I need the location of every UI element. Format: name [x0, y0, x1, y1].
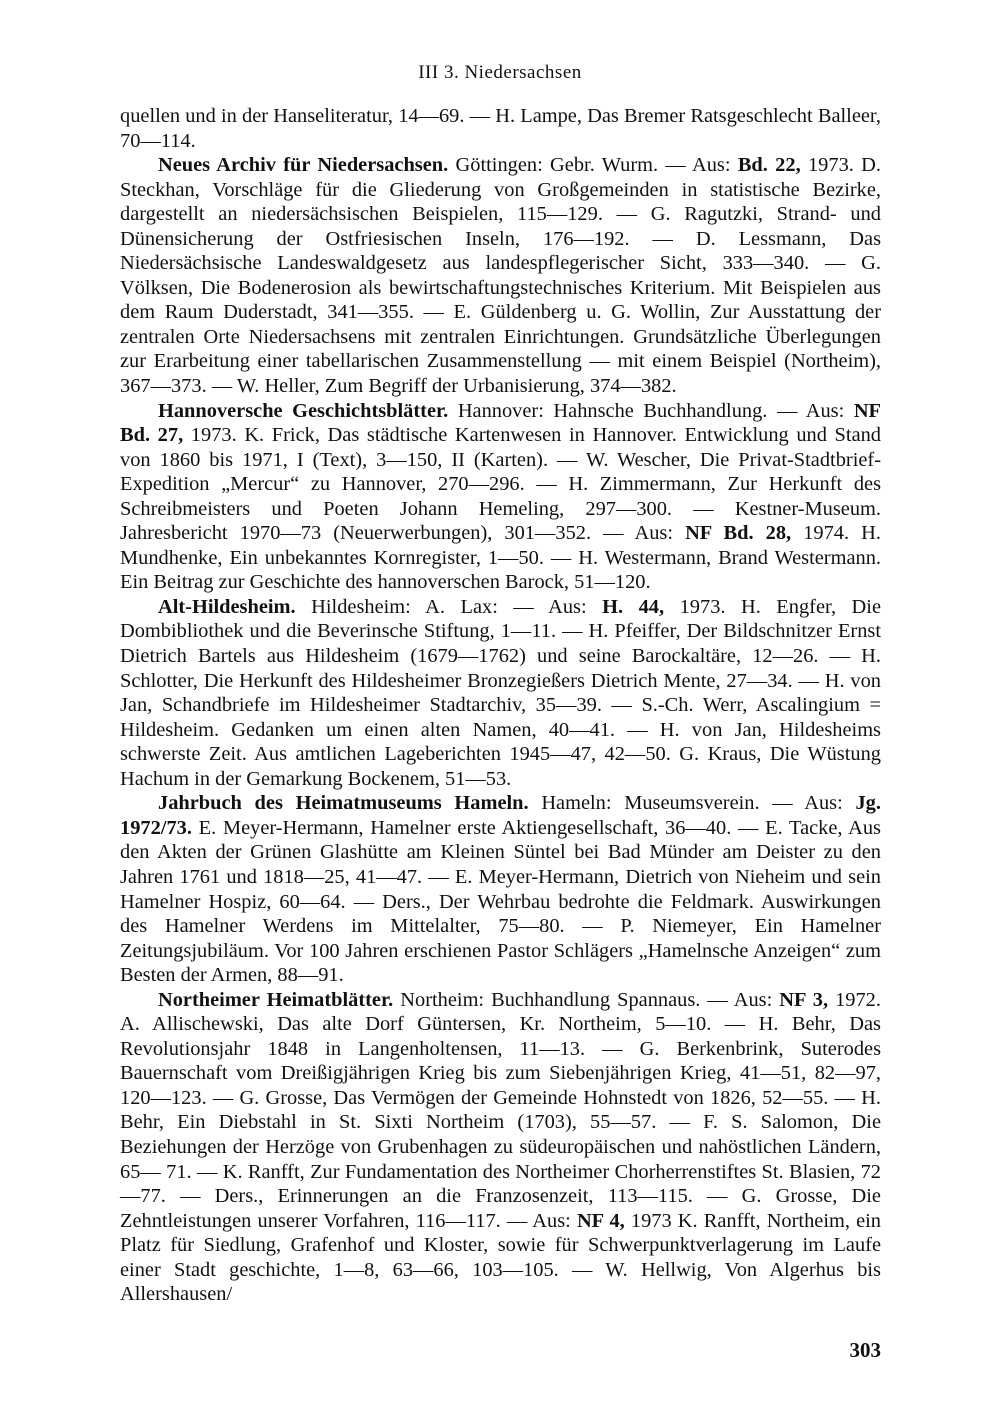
bold-run: Northeimer Heimatblätter.	[158, 988, 394, 1011]
bold-run: NF 4,	[576, 1209, 625, 1232]
paragraph	[120, 988, 881, 1307]
page-number: 303	[849, 1338, 881, 1362]
bold-run: Alt-Hildesheim.	[158, 595, 296, 618]
bold-run: Neues Archiv für Niedersachsen.	[158, 154, 449, 177]
paragraph	[120, 153, 881, 398]
text-run: 1973. H. Engfer, Die Dombibliothek und die Beverinsche Stiftung, 1—11. — H. Pfeiffer, Der Bildschnitzer Ernst Dietrich Bartels aus Hildesheim (1679—1762) und seine Barockaltäre, 12—26. — H. Schlotter, Die Herkunft des Hildesheimer Bronzegießers Dietrich Mente, 27—34. — H. von Jan, Schandbriefe im Hildesheimer Stadtarchiv, 35—39. — S.-Ch. Werr, Ascalingium = Hildesheim. Gedanken um einen alten Namen, 40—41. — H. von Jan, Hildesheims schwerste Zeit. Aus amtlichen Lageberichten 1945—47, 42—50. G. Kraus, Die Wüstung Hachum in der Gemarkung Bockenem, 51—53.	[120, 595, 882, 790]
bold-run: Jahrbuch des Heimatmuseums Hameln.	[158, 792, 529, 815]
text-run: Göttingen: Gebr. Wurm. — Aus:	[448, 154, 738, 177]
text-run: quellen und in der Hanseliteratur, 14—69. — H. Lampe, Das Bremer Ratsgeschlecht Balleer, 70—114.	[120, 105, 881, 152]
paragraph	[120, 104, 881, 153]
bold-run: Hannoversche Geschichtsblätter.	[158, 399, 449, 422]
body-text	[120, 104, 881, 1307]
bold-run: NF Bd. 28,	[685, 522, 792, 545]
text-run: E. Meyer-Hermann, Hamelner erste Aktiengesellschaft, 36—40. — E. Tacke, Aus den Akten der Grünen Glashütte am Kleinen Süntel bei Bad Münder am Deister zu den Jahren 1761 und 1818—25, 41—47. — E. Meyer-Hermann, Dietrich von Nieheim und sein Hamelner Hospiz, 60—64. — Ders., Der Wehrbau bedrohte die Feldmark. Auswirkungen des Hamelner Werdens im Mittelalter, 75—80. — P. Niemeyer, Ein Hamelner Zeitungsjubiläum. Vor 100 Jahren erschienen Pastor Schlägers „Hamelnsche Anzeigen“ zum Besten der Armen, 88—91.	[120, 816, 881, 987]
running-head: III 3. Niedersachsen	[418, 62, 582, 83]
paragraph	[120, 595, 881, 791]
bold-run: H. 44,	[602, 595, 665, 618]
text-run: 1973 K. Ranfft, Northeim, ein Platz für Siedlung, Grafenhof und Kloster, sowie für Schwerpunktverlagerung im Laufe einer Stadt geschichte, 1—8, 63—66, 103—105. — W. Hellwig, Von Algerhus bis Allershausen/	[120, 1209, 881, 1306]
text-run: Northeim: Buchhandlung Spannaus. — Aus:	[393, 988, 780, 1011]
bold-run: NF 3,	[779, 988, 829, 1011]
text-run: 1974. H. Mundhenke, Ein unbekanntes Kornregister, 1—50. — H. Westermann, Brand Westermann. Ein Beitrag zur Geschichte des hannoverschen Barock, 51—120.	[120, 522, 881, 594]
bold-run: Bd. 22,	[737, 154, 801, 177]
text-run: Hildesheim: A. Lax: — Aus:	[295, 595, 603, 618]
text-run: 1973. K. Frick, Das städtische Kartenwesen in Hannover. Entwicklung und Stand von 1860 bis 1971, I (Text), 3—150, II (Karten). — W. Wescher, Die Privat-Stadtbrief-Expedition „Mercur“ zu Hannover, 270—296. — H. Zimmermann, Zur Herkunft des Schreibmeisters und Poeten Johann Hemeling, 297—300. — Kestner-Museum. Jahresbericht 1970—73 (Neuerwerbungen), 301—352. — Aus:	[120, 424, 882, 545]
bold-run: Jg. 1972/73.	[120, 792, 881, 839]
text-run: 1973. D. Steckhan, Vorschläge für die Gliederung von Großgemeinden in statistische Bezirke, dargestellt an niedersächsischen Beispielen, 115—129. — G. Ragutzki, Strand- und Dünensicherung der Ostfriesischen Inseln, 176—192. — D. Lessmann, Das Niedersächsische Landeswaldgesetz aus landespflegerischer Sicht, 333—340. — G. Völksen, Die Bodenerosion als bewirtschaftungstechnisches Kriterium. Mit Beispielen aus dem Raum Duderstadt, 341—355. — E. Güldenberg u. G. Wollin, Zur Ausstattung der zentralen Orte Niedersachsens mit zentralen Einrichtungen. Grundsätzliche Überlegungen zur Erarbeitung einer tabellarischen Zusammenstellung — mit einem Beispiel (Northeim), 367—373. — W. Heller, Zum Begriff der Urbanisierung, 374—382.	[120, 154, 881, 398]
text-run: Hannover: Hahnsche Buchhandlung. — Aus:	[448, 399, 854, 422]
text-run: Hameln: Museumsverein. — Aus:	[528, 792, 856, 815]
paragraph	[120, 791, 881, 987]
paragraph	[120, 399, 881, 595]
bold-run: NF Bd. 27,	[120, 399, 882, 447]
text-run: 1972. A. Allischewski, Das alte Dorf Güntersen, Kr. Northeim, 5—10. — H. Behr, Das Revolutionsjahr 1848 in Langenholtensen, 11—13. — G. Berkenbrink, Suterodes Bauernschaft vom Dreißigjährigen Krieg bis zum Siebenjährigen Krieg, 41—51, 82—97, 120—123. — G. Grosse, Das Vermögen der Gemeinde Hohnstedt von 1826, 52—55. — H. Behr, Ein Diebstahl in St. Sixti Northeim (1703), 55—57. — F. S. Salomon, Die Beziehungen der Herzöge von Grubenhagen zu südeuropäischen und nahöstlichen Ländern, 65— 71. — K. Ranfft, Zur Fundamentation des Northeimer Chorherrenstiftes St. Blasien, 72—77. — Ders., Erinnerungen an die Franzosenzeit, 113—115. — G. Grosse, Die Zehntleistungen unserer Vorfahren, 116—117. — Aus:	[120, 988, 881, 1232]
